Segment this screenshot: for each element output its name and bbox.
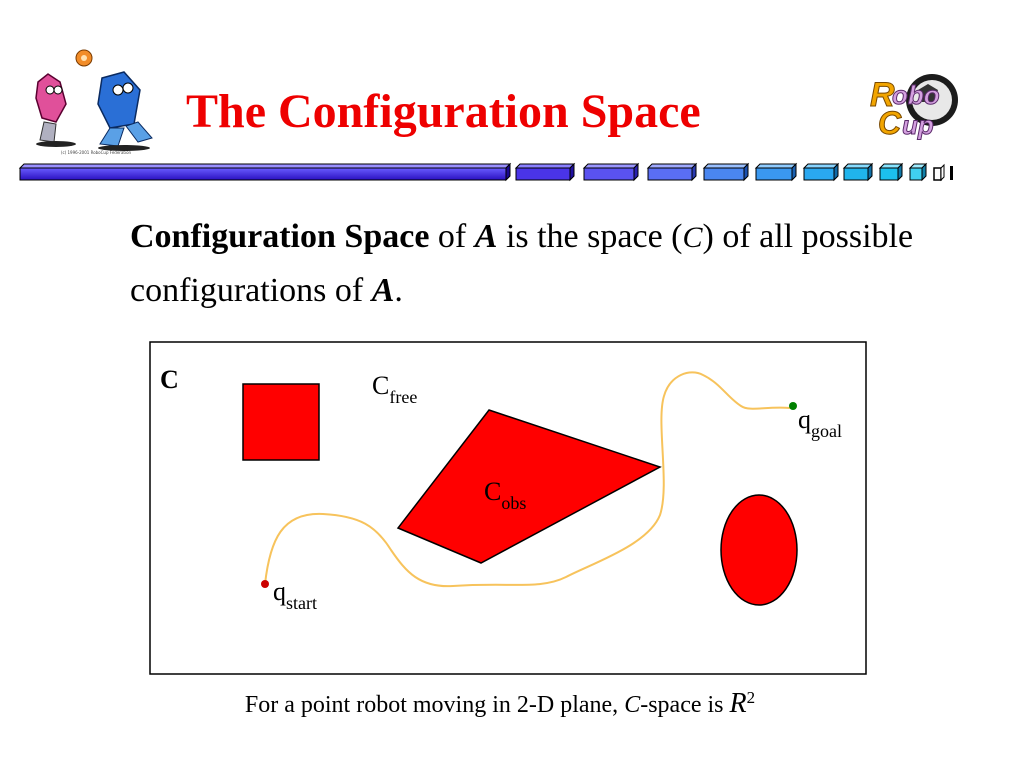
- robocup-logo: [864, 66, 964, 146]
- symbol-a-end: A: [371, 272, 395, 309]
- space-label: C: [160, 365, 179, 394]
- definition-term: Configuration Space: [130, 218, 430, 255]
- caption-exponent: 2: [746, 688, 756, 707]
- logo-letter-c: C: [878, 105, 902, 141]
- definition-middle: is the space (: [497, 218, 683, 255]
- header-divider: [16, 162, 962, 184]
- obstacle-square: [243, 384, 319, 460]
- caption-symbol-c: C: [624, 692, 641, 718]
- start-label: $q_{start}$: [273, 577, 317, 613]
- caption-symbol-r: R: [729, 688, 747, 719]
- configuration-space-diagram: [148, 340, 868, 676]
- free-space-label: $C_{free}$: [372, 371, 418, 407]
- start-point: [261, 580, 269, 588]
- definition-after-c: ) of all possible configurations of: [130, 218, 914, 309]
- definition-text: [130, 210, 930, 317]
- logo-caption: (c) 1996-2001 RoboCup Federation: [60, 150, 132, 155]
- symbol-a: A: [474, 218, 498, 255]
- definition-of: of: [429, 218, 475, 255]
- caption-middle: -space is: [640, 692, 730, 718]
- robocup-robots-logo: [26, 44, 178, 156]
- goal-point: [789, 402, 797, 410]
- logo-letter-r: R: [870, 76, 895, 114]
- logo-word-up: up: [902, 110, 934, 140]
- obstacle-ellipse: [721, 495, 797, 605]
- caption-text: For a point robot moving in 2-D plane,: [244, 692, 625, 718]
- divider-blocks: [516, 164, 953, 180]
- soccer-ball-icon: [76, 50, 92, 66]
- page-title: The Configuration Space: [186, 85, 701, 138]
- symbol-c: C: [682, 221, 703, 254]
- obstacle-space-label: $C_{obs}$: [484, 477, 527, 513]
- caption: [0, 688, 1000, 720]
- goal-label: $q_{goal}$: [798, 405, 842, 441]
- logo-word-obo: obo: [892, 80, 940, 110]
- definition-end: .: [394, 272, 403, 309]
